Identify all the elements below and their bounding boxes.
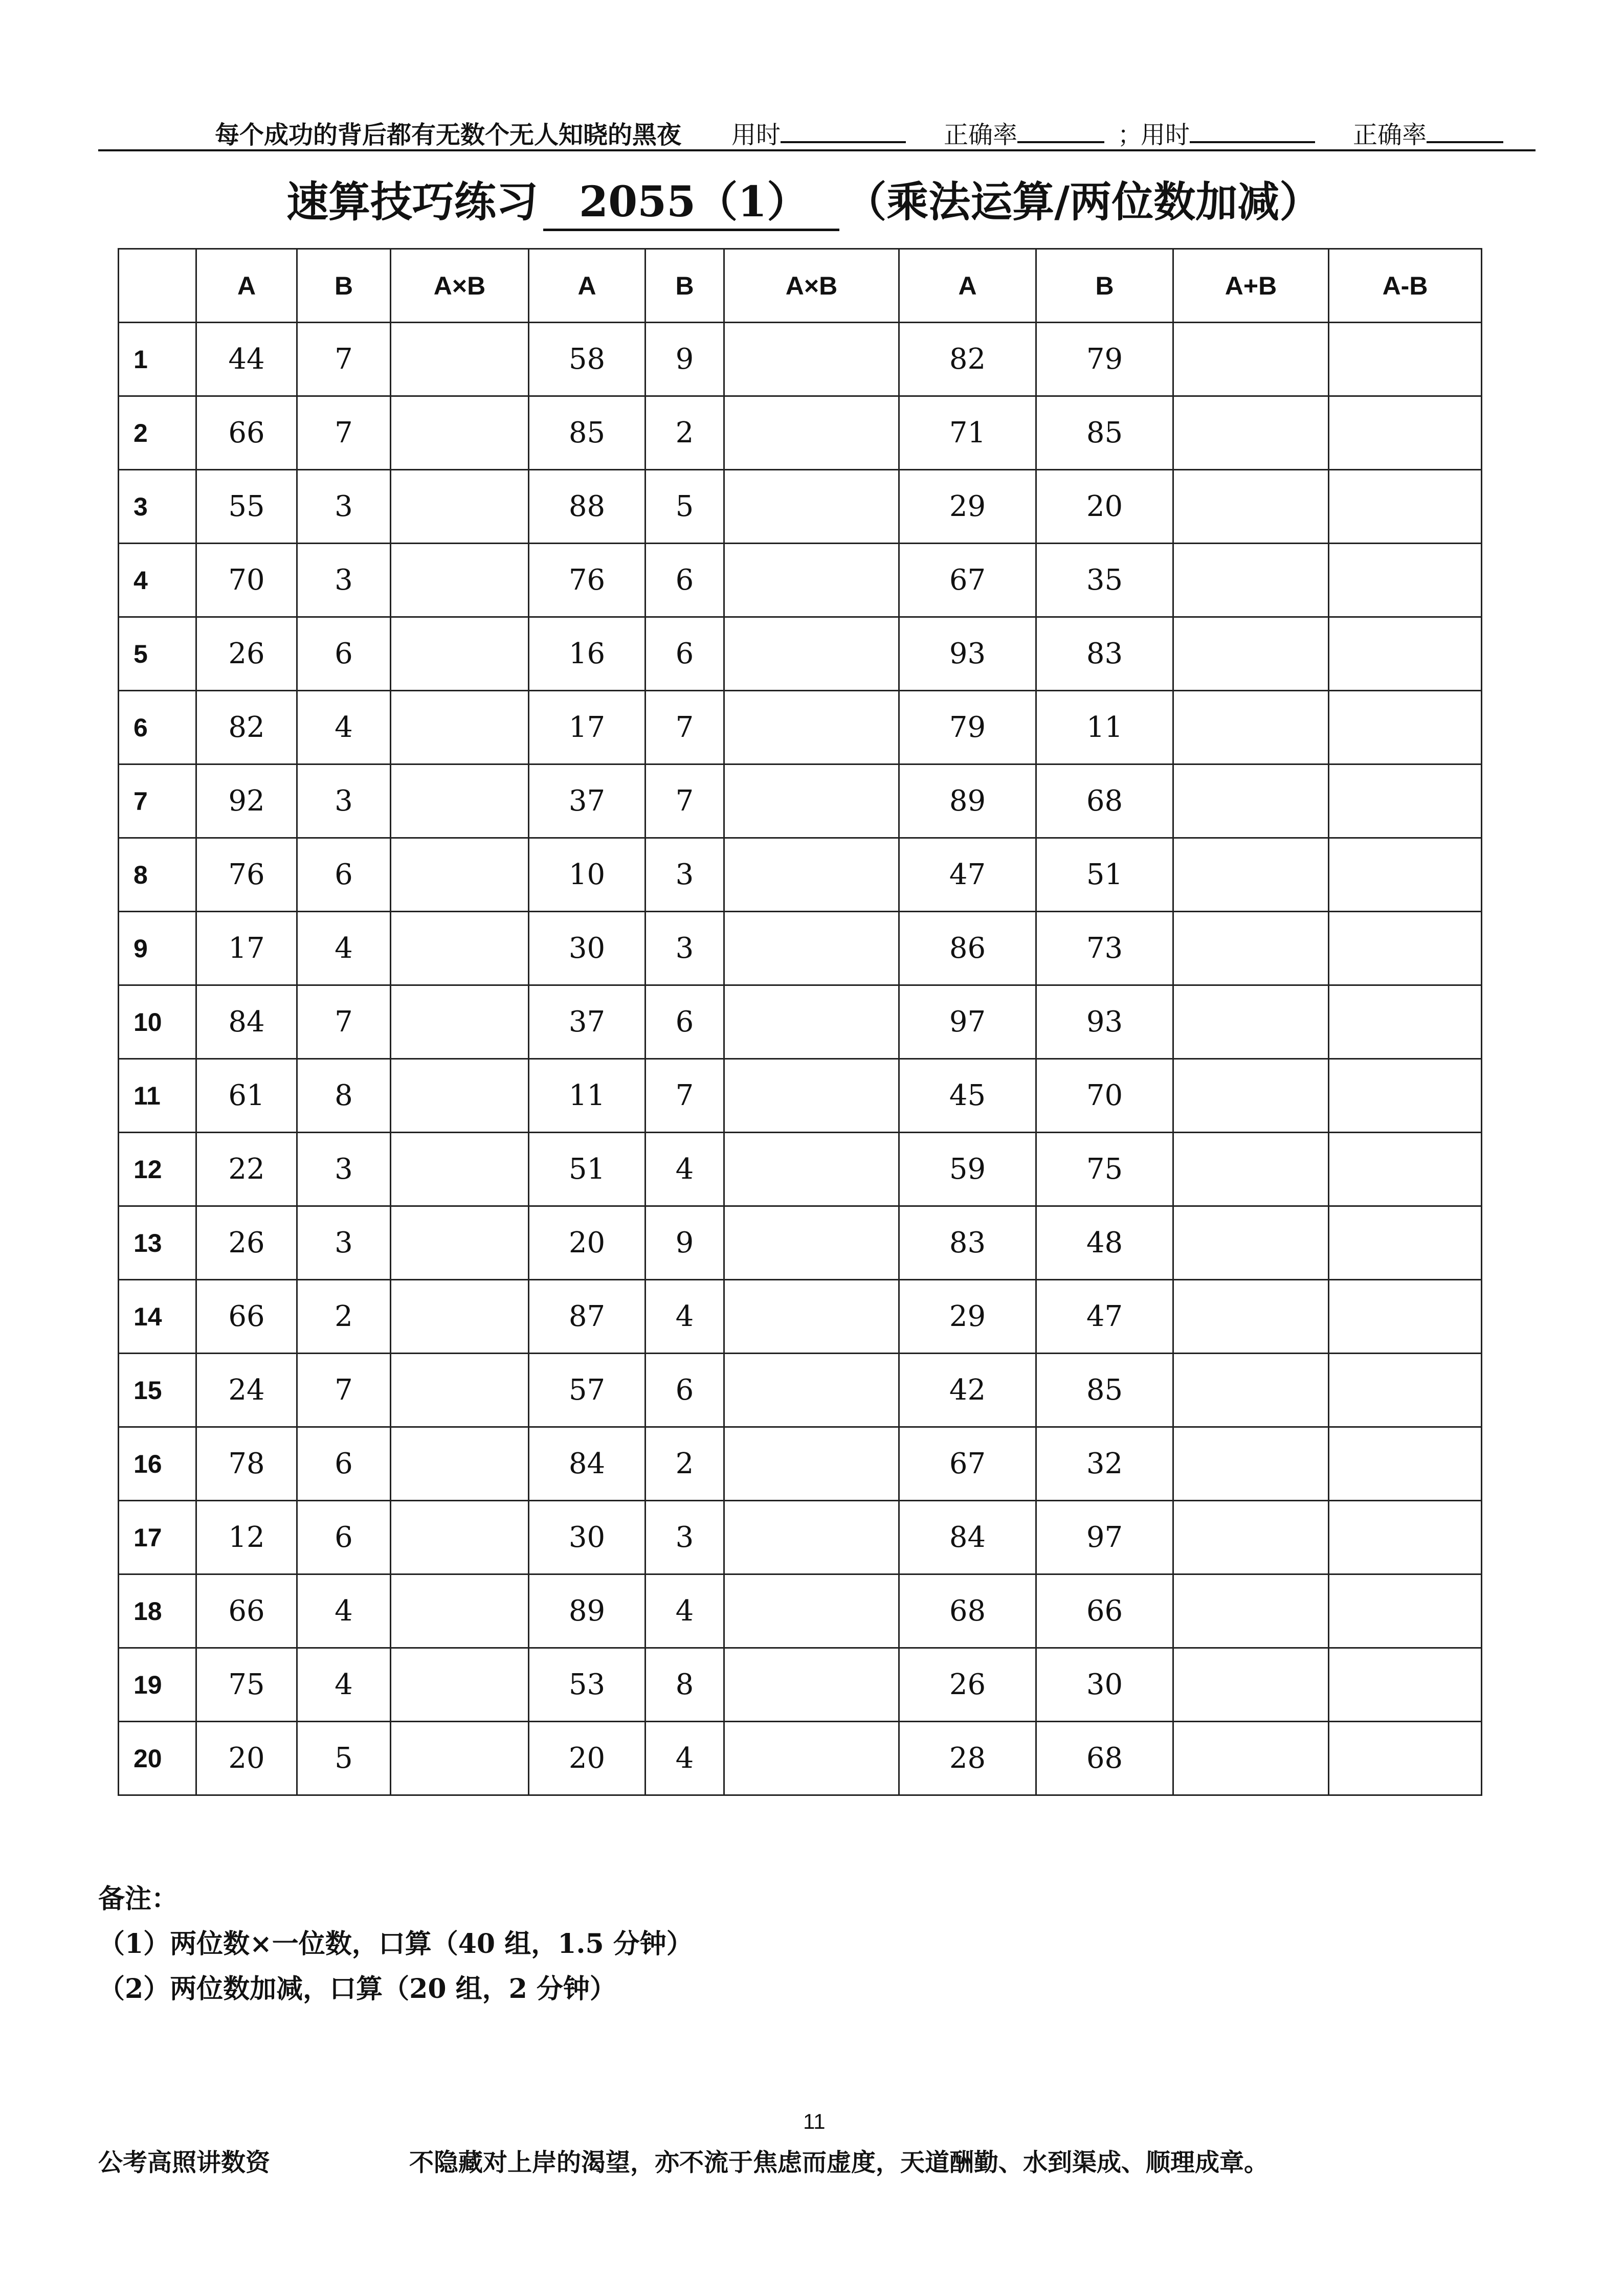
column-header: A+B: [1173, 249, 1329, 323]
answer-cell[interactable]: [1329, 617, 1482, 691]
operand-cell: 7: [297, 985, 391, 1059]
operand-cell: 3: [297, 470, 391, 544]
row-number: 7: [119, 764, 196, 838]
answer-cell[interactable]: [1329, 470, 1482, 544]
page-header: [215, 115, 1545, 151]
operand-cell: 68: [899, 1574, 1036, 1648]
operand-cell: 68: [1036, 764, 1173, 838]
operand-cell: 66: [196, 396, 297, 470]
operand-cell: 71: [899, 396, 1036, 470]
operand-cell: 3: [297, 1206, 391, 1280]
operand-cell: 6: [297, 1501, 391, 1574]
operand-cell: 83: [1036, 617, 1173, 691]
answer-cell[interactable]: [391, 1648, 529, 1722]
operand-cell: 3: [297, 544, 391, 617]
operand-cell: 68: [1036, 1722, 1173, 1795]
answer-cell[interactable]: [1173, 1059, 1329, 1133]
operand-cell: 3: [646, 912, 724, 985]
answer-cell[interactable]: [1329, 764, 1482, 838]
column-header: A×B: [724, 249, 899, 323]
operand-cell: 24: [196, 1354, 297, 1427]
footer-left: 公考高照讲数资: [98, 2148, 271, 2177]
operand-cell: 16: [529, 617, 646, 691]
table-row: [119, 323, 1482, 396]
operand-cell: 20: [196, 1722, 297, 1795]
answer-cell[interactable]: [724, 1059, 899, 1133]
operand-cell: 26: [196, 617, 297, 691]
answer-cell[interactable]: [391, 985, 529, 1059]
title-prefix: 速算技巧练习: [286, 177, 539, 227]
operand-cell: 29: [899, 470, 1036, 544]
operand-cell: 5: [297, 1722, 391, 1795]
answer-cell[interactable]: [1173, 1427, 1329, 1501]
table-row: [119, 1354, 1482, 1427]
answer-cell[interactable]: [391, 912, 529, 985]
operand-cell: 12: [196, 1501, 297, 1574]
operand-cell: 10: [529, 838, 646, 912]
table-row: [119, 1133, 1482, 1206]
operand-cell: 79: [899, 691, 1036, 764]
operand-cell: 2: [646, 1427, 724, 1501]
answer-cell[interactable]: [724, 1722, 899, 1795]
answer-cell[interactable]: [1173, 1354, 1329, 1427]
answer-cell[interactable]: [1329, 1722, 1482, 1795]
row-number: 2: [119, 396, 196, 470]
operand-cell: 8: [646, 1648, 724, 1722]
table-row: [119, 1574, 1482, 1648]
operand-cell: 3: [646, 1501, 724, 1574]
column-header: A: [899, 249, 1036, 323]
footer-right: 不隐藏对上岸的渴望，亦不流于焦虑而虚度，天道酬勤、水到渠成、顺理成章。: [409, 2148, 1269, 2177]
operand-cell: 3: [297, 1133, 391, 1206]
operand-cell: 97: [1036, 1501, 1173, 1574]
answer-cell[interactable]: [391, 470, 529, 544]
answer-cell[interactable]: [391, 1427, 529, 1501]
operand-cell: 70: [1036, 1059, 1173, 1133]
operand-cell: 37: [529, 764, 646, 838]
answer-cell[interactable]: [1329, 1133, 1482, 1206]
answer-cell[interactable]: [1329, 1648, 1482, 1722]
answer-cell[interactable]: [1173, 1648, 1329, 1722]
answer-cell[interactable]: [1173, 1574, 1329, 1648]
operand-cell: 79: [1036, 323, 1173, 396]
table-row: [119, 912, 1482, 985]
operand-cell: 6: [646, 985, 724, 1059]
row-number: 10: [119, 985, 196, 1059]
table-row: [119, 470, 1482, 544]
answer-cell[interactable]: [391, 323, 529, 396]
operand-cell: 75: [1036, 1133, 1173, 1206]
row-number: 3: [119, 470, 196, 544]
table-row: [119, 838, 1482, 912]
answer-cell[interactable]: [1329, 1206, 1482, 1280]
operand-cell: 28: [899, 1722, 1036, 1795]
operand-cell: 2: [297, 1280, 391, 1354]
accuracy-blank-2[interactable]: [1427, 117, 1503, 143]
operand-cell: 9: [646, 323, 724, 396]
operand-cell: 67: [899, 544, 1036, 617]
table-row: [119, 985, 1482, 1059]
operand-cell: 92: [196, 764, 297, 838]
table-row: [119, 396, 1482, 470]
operand-cell: 4: [297, 912, 391, 985]
answer-cell[interactable]: [391, 1206, 529, 1280]
operand-cell: 85: [529, 396, 646, 470]
answer-cell[interactable]: [724, 396, 899, 470]
answer-cell[interactable]: [724, 1574, 899, 1648]
row-number: 19: [119, 1648, 196, 1722]
title-number: 2055（1）: [543, 169, 839, 231]
operand-cell: 35: [1036, 544, 1173, 617]
column-header: A: [529, 249, 646, 323]
answer-cell[interactable]: [1329, 985, 1482, 1059]
answer-cell[interactable]: [724, 1648, 899, 1722]
operand-cell: 66: [1036, 1574, 1173, 1648]
accuracy-label-2: 正确率: [1353, 115, 1503, 150]
operand-cell: 6: [297, 838, 391, 912]
answer-cell[interactable]: [724, 985, 899, 1059]
table-row: [119, 1501, 1482, 1574]
operand-cell: 6: [297, 617, 391, 691]
answer-cell[interactable]: [1173, 985, 1329, 1059]
motto-text: 每个成功的背后都有无数个无人知晓的黑夜: [215, 121, 682, 149]
answer-cell[interactable]: [1173, 1722, 1329, 1795]
time-blank-2[interactable]: [1190, 117, 1315, 143]
operand-cell: 4: [646, 1280, 724, 1354]
operand-cell: 26: [196, 1206, 297, 1280]
answer-cell[interactable]: [1329, 323, 1482, 396]
answer-cell[interactable]: [1329, 691, 1482, 764]
column-header: [119, 249, 196, 323]
operand-cell: 30: [529, 1501, 646, 1574]
answer-cell[interactable]: [1173, 1501, 1329, 1574]
time-label-1: 用时: [731, 115, 906, 150]
answer-cell[interactable]: [391, 1501, 529, 1574]
time-label-2: 用时: [1141, 115, 1315, 150]
answer-cell[interactable]: [724, 1354, 899, 1427]
operand-cell: 84: [196, 985, 297, 1059]
operand-cell: 4: [646, 1722, 724, 1795]
row-number: 9: [119, 912, 196, 985]
answer-cell[interactable]: [724, 691, 899, 764]
answer-cell[interactable]: [391, 764, 529, 838]
answer-cell[interactable]: [1173, 544, 1329, 617]
operand-cell: 48: [1036, 1206, 1173, 1280]
table-row: [119, 691, 1482, 764]
answer-cell[interactable]: [391, 1354, 529, 1427]
operand-cell: 93: [1036, 985, 1173, 1059]
operand-cell: 82: [899, 323, 1036, 396]
operand-cell: 84: [899, 1501, 1036, 1574]
notes-heading: 备注：: [98, 1883, 179, 1915]
answer-cell[interactable]: [1173, 1280, 1329, 1354]
operand-cell: 85: [1036, 1354, 1173, 1427]
answer-cell[interactable]: [1329, 1280, 1482, 1354]
row-number: 11: [119, 1059, 196, 1133]
operand-cell: 9: [646, 1206, 724, 1280]
answer-cell[interactable]: [1173, 323, 1329, 396]
operand-cell: 66: [196, 1574, 297, 1648]
operand-cell: 20: [529, 1206, 646, 1280]
answer-cell[interactable]: [1329, 838, 1482, 912]
operand-cell: 55: [196, 470, 297, 544]
answer-cell[interactable]: [724, 323, 899, 396]
operand-cell: 83: [899, 1206, 1036, 1280]
operand-cell: 58: [529, 323, 646, 396]
table-row: [119, 1280, 1482, 1354]
header-rule: [98, 149, 1536, 151]
operand-cell: 93: [899, 617, 1036, 691]
accuracy-blank-1[interactable]: [1017, 117, 1104, 143]
table-row: [119, 544, 1482, 617]
page-title: [286, 169, 1321, 225]
answer-cell[interactable]: [724, 544, 899, 617]
table-row: [119, 764, 1482, 838]
operand-cell: 51: [1036, 838, 1173, 912]
title-suffix: （乘法运算/两位数加减）: [844, 177, 1322, 227]
operand-cell: 7: [297, 323, 391, 396]
operand-cell: 61: [196, 1059, 297, 1133]
answer-cell[interactable]: [1173, 470, 1329, 544]
answer-cell[interactable]: [1173, 838, 1329, 912]
row-number: 8: [119, 838, 196, 912]
operand-cell: 20: [529, 1722, 646, 1795]
operand-cell: 11: [1036, 691, 1173, 764]
row-number: 13: [119, 1206, 196, 1280]
column-header: A: [196, 249, 297, 323]
operand-cell: 4: [297, 691, 391, 764]
answer-cell[interactable]: [1173, 912, 1329, 985]
operand-cell: 26: [899, 1648, 1036, 1722]
answer-cell[interactable]: [391, 544, 529, 617]
operand-cell: 5: [646, 470, 724, 544]
operand-cell: 7: [646, 764, 724, 838]
answer-cell[interactable]: [1173, 764, 1329, 838]
answer-cell[interactable]: [724, 1206, 899, 1280]
operand-cell: 53: [529, 1648, 646, 1722]
operand-cell: 6: [297, 1427, 391, 1501]
operand-cell: 30: [529, 912, 646, 985]
answer-cell[interactable]: [724, 1427, 899, 1501]
operand-cell: 86: [899, 912, 1036, 985]
column-header: B: [1036, 249, 1173, 323]
answer-cell[interactable]: [1329, 1059, 1482, 1133]
answer-cell[interactable]: [724, 1280, 899, 1354]
answer-cell[interactable]: [1329, 912, 1482, 985]
operand-cell: 4: [297, 1648, 391, 1722]
table-row: [119, 1059, 1482, 1133]
operand-cell: 7: [297, 396, 391, 470]
table-row: [119, 1648, 1482, 1722]
page-number: 11: [803, 2109, 826, 2133]
operand-cell: 7: [646, 691, 724, 764]
row-number: 17: [119, 1501, 196, 1574]
answer-cell[interactable]: [391, 838, 529, 912]
answer-cell[interactable]: [724, 912, 899, 985]
operand-cell: 45: [899, 1059, 1036, 1133]
operand-cell: 4: [646, 1574, 724, 1648]
operand-cell: 89: [899, 764, 1036, 838]
notes: [98, 1877, 693, 2012]
row-number: 15: [119, 1354, 196, 1427]
notes-line-2: （2）两位数加减，口算（20 组，2 分钟）: [98, 1973, 616, 2005]
answer-cell[interactable]: [724, 1501, 899, 1574]
answer-cell[interactable]: [1329, 1501, 1482, 1574]
operand-cell: 7: [646, 1059, 724, 1133]
operand-cell: 75: [196, 1648, 297, 1722]
answer-cell[interactable]: [391, 1133, 529, 1206]
operand-cell: 47: [1036, 1280, 1173, 1354]
answer-cell[interactable]: [1329, 544, 1482, 617]
operand-cell: 44: [196, 323, 297, 396]
answer-cell[interactable]: [724, 470, 899, 544]
operand-cell: 76: [529, 544, 646, 617]
exercise-table: [118, 248, 1482, 1796]
row-number: 20: [119, 1722, 196, 1795]
operand-cell: 73: [1036, 912, 1173, 985]
operand-cell: 6: [646, 1354, 724, 1427]
operand-cell: 29: [899, 1280, 1036, 1354]
operand-cell: 89: [529, 1574, 646, 1648]
operand-cell: 6: [646, 617, 724, 691]
table-header-row: [119, 249, 1482, 323]
row-number: 5: [119, 617, 196, 691]
operand-cell: 17: [196, 912, 297, 985]
operand-cell: 4: [297, 1574, 391, 1648]
operand-cell: 22: [196, 1133, 297, 1206]
operand-cell: 4: [646, 1133, 724, 1206]
operand-cell: 51: [529, 1133, 646, 1206]
operand-cell: 47: [899, 838, 1036, 912]
answer-cell[interactable]: [391, 691, 529, 764]
row-number: 16: [119, 1427, 196, 1501]
answer-cell[interactable]: [1173, 691, 1329, 764]
operand-cell: 30: [1036, 1648, 1173, 1722]
operand-cell: 20: [1036, 470, 1173, 544]
answer-cell[interactable]: [1173, 1133, 1329, 1206]
operand-cell: 8: [297, 1059, 391, 1133]
operand-cell: 97: [899, 985, 1036, 1059]
operand-cell: 78: [196, 1427, 297, 1501]
answer-cell[interactable]: [724, 838, 899, 912]
answer-cell[interactable]: [1329, 1354, 1482, 1427]
operand-cell: 3: [297, 764, 391, 838]
operand-cell: 32: [1036, 1427, 1173, 1501]
table-row: [119, 1427, 1482, 1501]
operand-cell: 70: [196, 544, 297, 617]
row-number: 6: [119, 691, 196, 764]
operand-cell: 11: [529, 1059, 646, 1133]
operand-cell: 59: [899, 1133, 1036, 1206]
operand-cell: 67: [899, 1427, 1036, 1501]
table-body: [119, 323, 1482, 1795]
operand-cell: 85: [1036, 396, 1173, 470]
operand-cell: 6: [646, 544, 724, 617]
answer-cell[interactable]: [391, 1280, 529, 1354]
answer-cell[interactable]: [391, 396, 529, 470]
operand-cell: 17: [529, 691, 646, 764]
table-row: [119, 1722, 1482, 1795]
operand-cell: 3: [646, 838, 724, 912]
table-row: [119, 617, 1482, 691]
operand-cell: 2: [646, 396, 724, 470]
answer-cell[interactable]: [391, 1059, 529, 1133]
accuracy-label-1: 正确率: [944, 115, 1104, 150]
separator: ；: [1118, 121, 1143, 149]
answer-cell[interactable]: [724, 764, 899, 838]
operand-cell: 84: [529, 1427, 646, 1501]
column-header: B: [646, 249, 724, 323]
row-number: 18: [119, 1574, 196, 1648]
column-header: A-B: [1329, 249, 1482, 323]
operand-cell: 82: [196, 691, 297, 764]
answer-cell[interactable]: [724, 617, 899, 691]
operand-cell: 57: [529, 1354, 646, 1427]
operand-cell: 37: [529, 985, 646, 1059]
answer-cell[interactable]: [1173, 1206, 1329, 1280]
answer-cell[interactable]: [1329, 1427, 1482, 1501]
answer-cell[interactable]: [1173, 396, 1329, 470]
notes-line-1: （1）两位数×一位数，口算（40 组，1.5 分钟）: [98, 1928, 693, 1960]
column-header: B: [297, 249, 391, 323]
operand-cell: 7: [297, 1354, 391, 1427]
row-number: 14: [119, 1280, 196, 1354]
answer-cell[interactable]: [1329, 396, 1482, 470]
answer-cell[interactable]: [391, 617, 529, 691]
answer-cell[interactable]: [1329, 1574, 1482, 1648]
column-header: A×B: [391, 249, 529, 323]
operand-cell: 87: [529, 1280, 646, 1354]
answer-cell[interactable]: [391, 1574, 529, 1648]
operand-cell: 66: [196, 1280, 297, 1354]
table-row: [119, 1206, 1482, 1280]
answer-cell[interactable]: [724, 1133, 899, 1206]
row-number: 4: [119, 544, 196, 617]
operand-cell: 76: [196, 838, 297, 912]
answer-cell[interactable]: [1173, 617, 1329, 691]
answer-cell[interactable]: [391, 1722, 529, 1795]
operand-cell: 42: [899, 1354, 1036, 1427]
operand-cell: 88: [529, 470, 646, 544]
time-blank-1[interactable]: [781, 117, 906, 143]
row-number: 12: [119, 1133, 196, 1206]
row-number: 1: [119, 323, 196, 396]
